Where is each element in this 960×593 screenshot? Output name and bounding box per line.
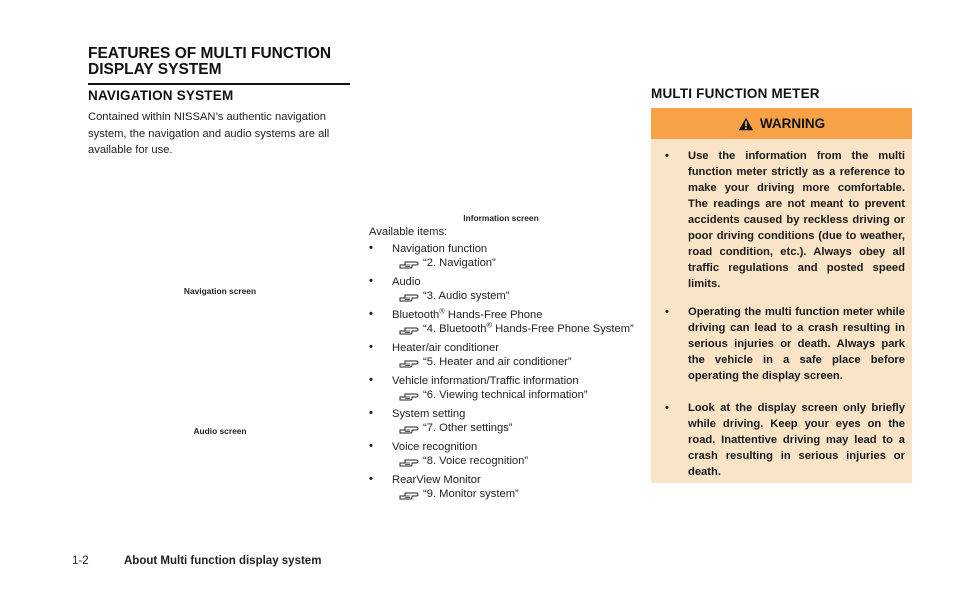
pointing-hand-icon xyxy=(399,487,421,501)
item-reference: “2. Navigation” xyxy=(423,257,496,269)
list-item xyxy=(369,407,639,435)
bullet: • xyxy=(369,308,373,320)
bullet: • xyxy=(665,402,669,414)
warning-text: Look at the display screen only briefly while driving. Keep your eyes on the road. Inattentive driving may lead to a crash resulting in serious injuries or death. xyxy=(688,402,905,478)
list-item xyxy=(369,308,639,336)
warning-text: Use the information from the multi function meter strictly as a reference to make your driving more comfortable. The readings are not meant to prevent accidents caused by reckless driving or poor driving conditions (due to weather, road condition, etc.). Always obey all traffic regulations and posted speed limits. xyxy=(688,150,905,290)
list-item xyxy=(369,374,639,402)
navigation-screen-caption: Navigation screen xyxy=(183,286,257,296)
pointing-hand-icon xyxy=(399,454,421,468)
registered-mark: ® xyxy=(486,320,492,330)
warning-text: Operating the multi function meter while driving can lead to a crash resulting in serious injuries or death. Always park the vehicle in a safe place before operating the display screen. xyxy=(688,306,905,382)
warning-box xyxy=(651,108,912,483)
ref-suffix: Hands-Free Phone System” xyxy=(491,323,634,335)
warning-title: WARNING xyxy=(759,116,826,131)
bullet: • xyxy=(665,306,669,318)
list-item xyxy=(369,242,639,270)
item-label: Vehicle information/Traffic information xyxy=(392,375,579,387)
item-reference: “6. Viewing technical information” xyxy=(423,389,588,401)
item-reference: “3. Audio system” xyxy=(423,290,510,302)
bullet: • xyxy=(369,473,373,485)
pointing-hand-icon xyxy=(399,322,421,336)
pointing-hand-icon xyxy=(399,256,421,270)
multi-function-meter-heading: MULTI FUNCTION METER xyxy=(651,86,820,101)
list-item xyxy=(369,473,639,501)
bullet: • xyxy=(665,150,669,162)
list-item xyxy=(369,440,639,468)
warning-item xyxy=(665,400,905,480)
section-title: FEATURES OF MULTI FUNCTION DISPLAY SYSTEM xyxy=(88,46,350,85)
audio-screen-caption: Audio screen xyxy=(193,426,247,436)
item-label: Navigation function xyxy=(392,243,488,255)
item-label: RearView Monitor xyxy=(392,474,481,486)
pointing-hand-icon xyxy=(399,421,421,435)
pointing-hand-icon xyxy=(399,289,421,303)
item-label: Heater/air conditioner xyxy=(392,342,499,354)
footer-chapter-title: About Multi function display system xyxy=(124,555,322,567)
available-items-label: Available items: xyxy=(369,226,448,238)
available-items-list xyxy=(369,226,639,506)
bullet: • xyxy=(369,341,373,353)
warning-triangle-icon xyxy=(738,117,754,131)
item-label: System setting xyxy=(392,408,466,420)
warning-item xyxy=(665,148,905,292)
item-label-suffix: Hands-Free Phone xyxy=(444,309,543,321)
ref-prefix: “4. Bluetooth xyxy=(423,323,487,335)
item-label-prefix: Bluetooth xyxy=(392,309,440,321)
information-screen-caption: Information screen xyxy=(463,213,539,223)
navigation-system-heading: NAVIGATION SYSTEM xyxy=(88,88,234,103)
item-reference: “9. Monitor system” xyxy=(423,488,519,500)
item-reference xyxy=(423,322,639,336)
warning-header xyxy=(651,108,912,139)
navigation-intro: Contained within NISSAN’s authentic navigation system, the navigation and audio systems are all available for use. xyxy=(88,111,330,156)
pointing-hand-icon xyxy=(399,355,421,369)
bullet: • xyxy=(369,242,373,254)
warning-item xyxy=(665,304,905,384)
item-reference: “5. Heater and air conditioner” xyxy=(423,356,572,368)
bullet: • xyxy=(369,440,373,452)
registered-mark: ® xyxy=(439,306,445,316)
item-reference: “7. Other settings” xyxy=(423,422,513,434)
bullet: • xyxy=(369,407,373,419)
list-item xyxy=(369,275,639,303)
pointing-hand-icon xyxy=(399,388,421,402)
item-reference: “8. Voice recognition” xyxy=(423,455,529,467)
item-label: Voice recognition xyxy=(392,441,478,453)
page-number: 1-2 xyxy=(72,555,89,567)
list-item xyxy=(369,341,639,369)
item-label: Audio xyxy=(392,276,421,288)
item-label xyxy=(369,308,639,322)
bullet: • xyxy=(369,374,373,386)
bullet: • xyxy=(369,275,373,287)
